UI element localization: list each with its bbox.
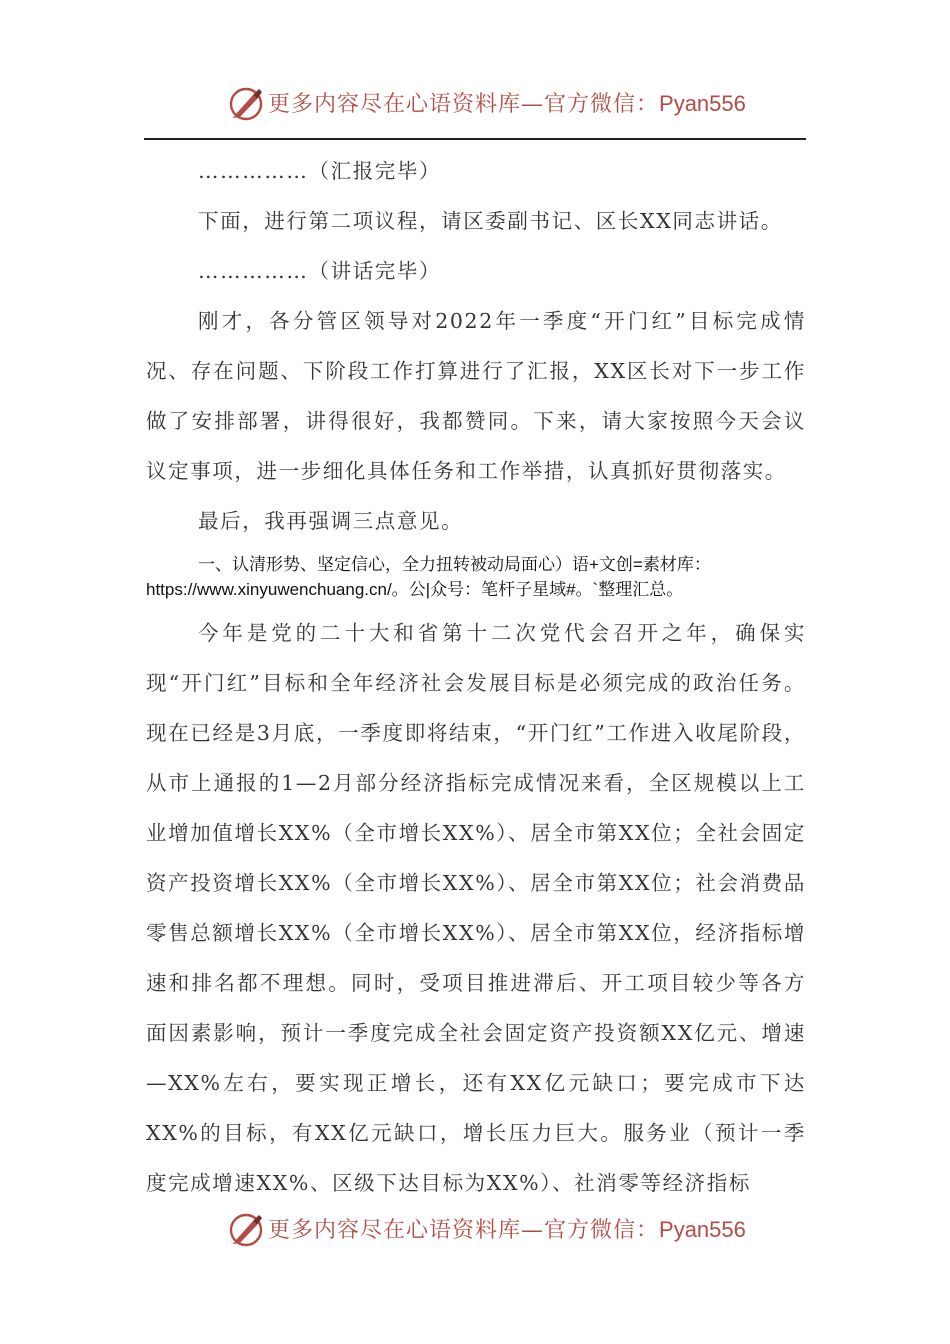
speech-end-line: ……………（讲话完毕） <box>198 259 442 283</box>
wechat-handle: Pyan556 <box>659 1217 746 1242</box>
paragraph: 最后，我再强调三点意见。 <box>198 509 464 533</box>
pen-nib-circle-icon <box>226 84 266 124</box>
header-watermark <box>0 82 950 126</box>
document-body <box>146 146 806 1208</box>
watermark-text <box>268 1216 746 1245</box>
watermark-label: 更多内容尽在心语资料库—官方微信： <box>268 1218 660 1243</box>
pen-nib-circle-icon <box>226 1210 266 1250</box>
watermark-label: 更多内容尽在心语资料库—官方微信： <box>268 92 660 117</box>
footer-watermark <box>0 1208 950 1252</box>
section-heading-block <box>146 546 806 602</box>
paragraph: 今年是党的二十大和省第十二次党代会召开之年，确保实现“开门红”目标和全年经济社会发展目标是必须完成的政治任务。现在已经是3月底，一季度即将结束，“开门红”工作进入收尾阶段，从市上通报的1—2月部分经济指标完成情况来看，全区规模以上工业增加值增长XX%（全市增长XX%）、居全市第XX位；全社会固定资产投资增长XX%（全市增长XX%）、居全市第XX位；社会消费品零售总额增长XX%（全市增长XX%）、居全市第XX位，经济指标增速和排名都不理想。同时，受项目推进滞后、开工项目较少等各方面因素影响，预计一季度完成全社会固定资产投资额XX亿元、增速—XX%左右，要实现正增长，还有XX亿元缺口；要完成市下达XX%的目标，有XX亿元缺口，增长压力巨大。服务业（预计一季度完成增速XX%、区级下达目标为XX%）、社消零等经济指标 <box>146 621 806 1195</box>
report-end-line: ……………（汇报完毕） <box>198 159 442 183</box>
watermark-text <box>268 90 746 119</box>
paragraph: 下面，进行第二项议程，请区委副书记、区长XX同志讲话。 <box>198 209 783 233</box>
wechat-handle: Pyan556 <box>659 91 746 116</box>
header-divider <box>144 138 806 140</box>
source-note: https://www.xinyuwenchuang.cn/。公|众号：笔杆子星域#。`整理汇总。 <box>146 580 684 599</box>
section-heading: 一、认清形势、坚定信心，全力扭转被动局面心）语+文创=素材库： <box>198 555 711 574</box>
paragraph: 刚才，各分管区领导对2022年一季度“开门红”目标完成情况、存在问题、下阶段工作打算进行了汇报，XX区长对下一步工作做了安排部署，讲得很好，我都赞同。下来，请大家按照今天会议议定事项，进一步细化具体任务和工作举措，认真抓好贯彻落实。 <box>146 309 806 483</box>
